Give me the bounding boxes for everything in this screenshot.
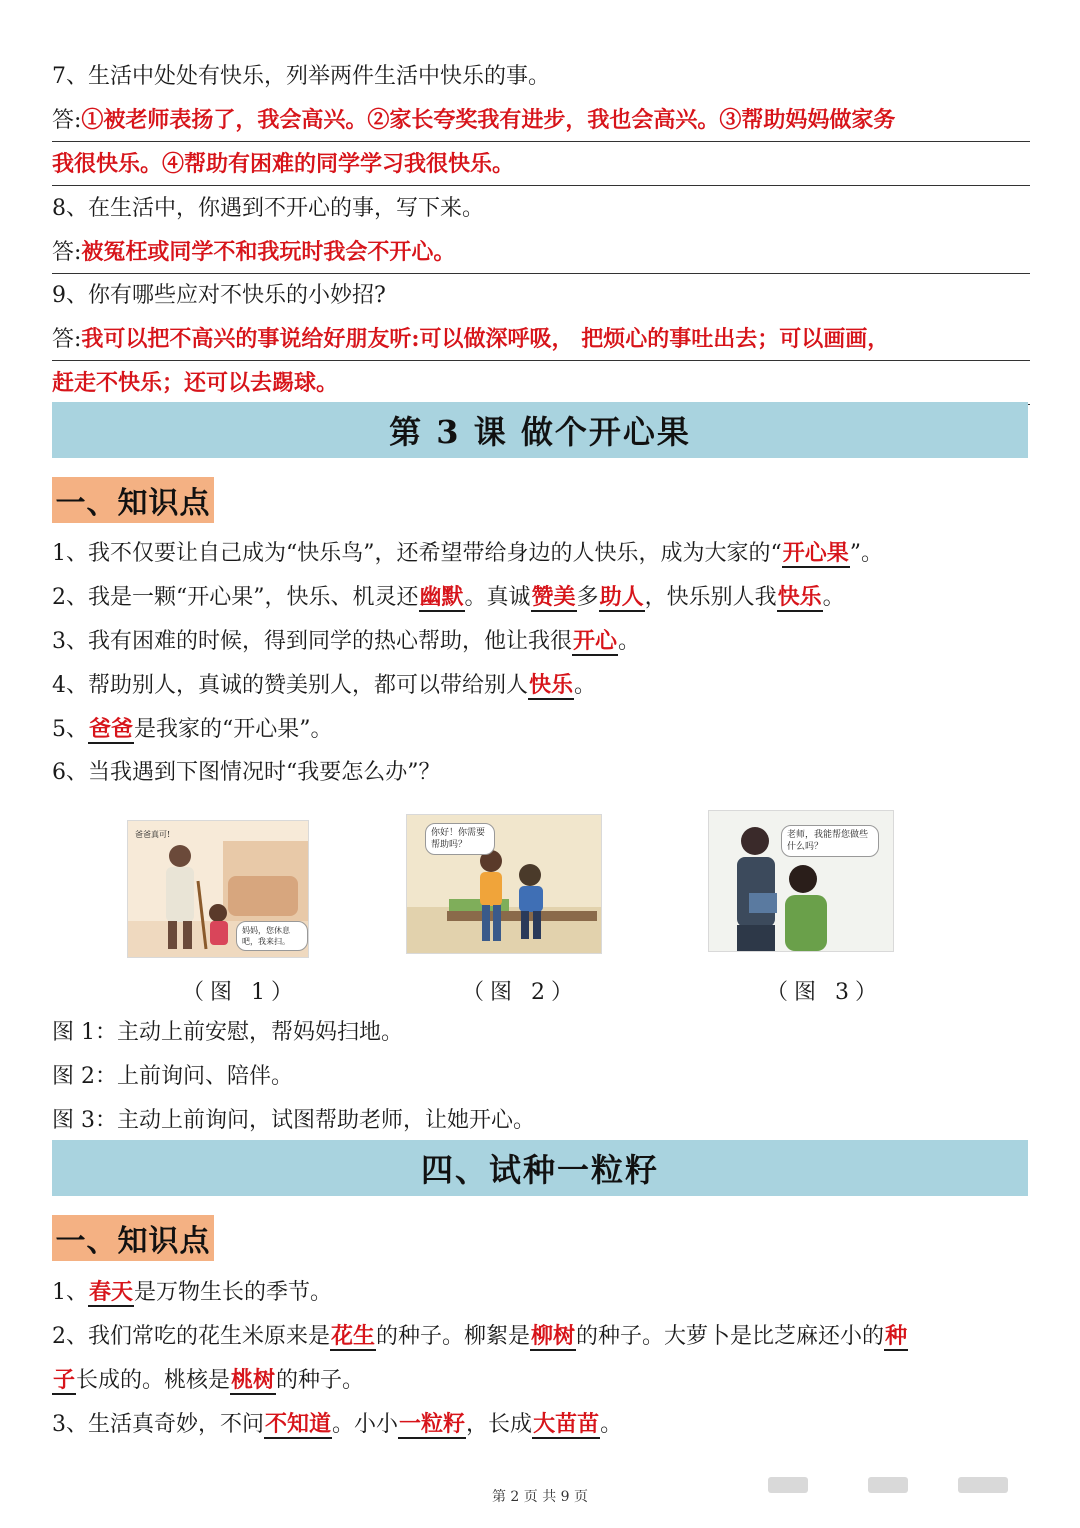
answer-9-line2: 赶走不快乐；还可以去踢球。 [52, 370, 339, 396]
keyword: 一粒籽 [399, 1411, 466, 1437]
figure-3-illustration [708, 810, 894, 952]
keyword: 花生 [331, 1323, 376, 1349]
question-7: 7、生活中处处有快乐，列举两件生活中快乐的事。 [52, 64, 550, 89]
figure-1-caption-text: 爸爸真可! [135, 830, 171, 839]
keyword: 柳树 [531, 1323, 576, 1349]
watermark-blur [868, 1477, 908, 1493]
lesson4-point-3: 3、生活真奇妙，不问不知道。小小一粒籽，长成大苗苗。 [52, 1411, 623, 1437]
keyword: 开心 [573, 628, 618, 654]
question-8: 8、在生活中，你遇到不开心的事，写下来。 [52, 196, 484, 221]
lesson3-point-5: 5、爸爸是我家的“开心果”。 [52, 716, 333, 742]
figure-2-caption: （图 2） [462, 980, 579, 1005]
keyword: 子 [53, 1367, 76, 1393]
lesson3-point-6: 6、当我遇到下图情况时“我要怎么办”？ [52, 760, 441, 785]
answer-8-line1: 被冤枉或同学不和我玩时我会不开心。 [81, 239, 456, 265]
figure-1-speech-bubble: 妈妈，您休息吧，我来扫。 [236, 921, 308, 951]
lesson-4-title-banner: 四、试种一粒籽 [52, 1140, 1028, 1196]
keyword: 开心果 [782, 540, 849, 566]
lesson-3-title-banner: 第 3 课 做个开心果 [52, 402, 1028, 458]
keyword: 快乐 [777, 584, 822, 610]
figure-2-speech-bubble: 你好！你需要帮助吗？ [425, 823, 495, 855]
figure-3-answer: 图 3：主动上前询问，试图帮助老师，让她开心。 [52, 1108, 535, 1133]
answer-9 [52, 317, 1030, 405]
keyword: 不知道 [265, 1411, 332, 1437]
figure-3-speech-bubble: 老师，我能帮您做些什么吗？ [781, 825, 879, 857]
keyword: 爸爸 [89, 716, 134, 742]
keyword: 幽默 [419, 584, 464, 610]
page-number-footer: 第 2 页 共 9 页 [491, 1489, 589, 1505]
figure-2-answer: 图 2：上前询问、陪伴。 [52, 1064, 293, 1089]
lesson4-point-2-cont: 子长成的。桃核是桃树的种子。 [53, 1367, 365, 1393]
keyword: 春天 [89, 1279, 134, 1305]
figure-3-caption: （图 3） [766, 980, 883, 1005]
answer-prefix: 答: [52, 108, 82, 133]
answer-7 [52, 98, 1030, 186]
figure-1-illustration [127, 820, 309, 958]
lesson4-point-1: 1、春天是万物生长的季节。 [52, 1279, 333, 1305]
answer-prefix: 答: [52, 327, 82, 352]
answer-9-line1: 我可以把不高兴的事说给好朋友听:可以做深呼吸， 把烦心的事吐出去；可以画画， [81, 326, 890, 352]
knowledge-points-tag: 一、知识点 [52, 1215, 214, 1261]
knowledge-points-tag: 一、知识点 [52, 477, 214, 523]
keyword: 桃树 [231, 1367, 276, 1393]
answer-8 [52, 230, 1030, 274]
lesson3-point-4: 4、帮助别人，真诚的赞美别人，都可以带给别人快乐。 [52, 672, 597, 698]
figure-1-caption: （图 1） [182, 980, 299, 1005]
lesson3-point-2: 2、我是一颗“开心果”，快乐、机灵还幽默。真诚赞美多助人，快乐别人我快乐。 [52, 584, 845, 610]
question-9: 9、你有哪些应对不快乐的小妙招? [52, 283, 386, 308]
answer-prefix: 答: [52, 240, 82, 265]
keyword: 助人 [599, 584, 644, 610]
watermark-blur [768, 1477, 808, 1493]
keyword: 大苗苗 [533, 1411, 600, 1437]
watermark-blur [958, 1477, 1008, 1493]
keyword: 快乐 [529, 672, 574, 698]
lesson4-point-2: 2、我们常吃的花生米原来是花生的种子。柳絮是柳树的种子。大萝卜是比芝麻还小的种 [52, 1323, 908, 1349]
keyword: 赞美 [531, 584, 576, 610]
lesson3-point-1: 1、我不仅要让自己成为“快乐鸟”，还希望带给身边的人快乐，成为大家的“开心果”。 [52, 540, 884, 566]
answer-7-line1: ①被老师表扬了，我会高兴。②家长夸奖我有进步，我也会高兴。③帮助妈妈做家务 [81, 107, 896, 133]
figure-1-answer: 图 1：主动上前安慰，帮妈妈扫地。 [52, 1020, 403, 1045]
lesson3-point-3: 3、我有困难的时候，得到同学的热心帮助，他让我很开心。 [52, 628, 641, 654]
figure-2-illustration [406, 814, 602, 954]
keyword: 种 [885, 1323, 908, 1349]
answer-7-line2: 我很快乐。④帮助有困难的同学学习我很快乐。 [52, 151, 515, 177]
